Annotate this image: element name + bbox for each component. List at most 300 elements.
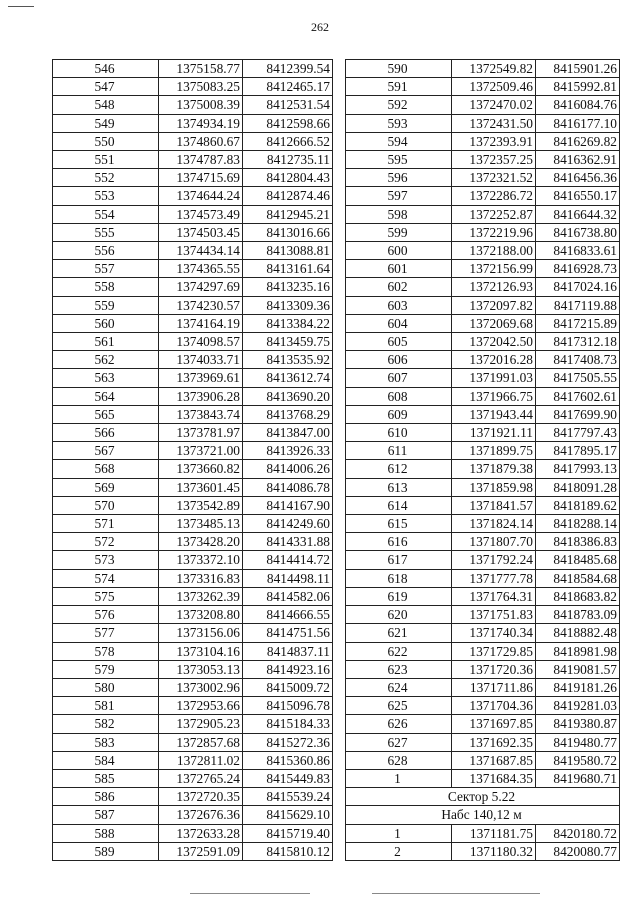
- x-coordinate: 1374365.55: [159, 260, 243, 278]
- table-row: [53, 788, 333, 806]
- table-row: [346, 424, 620, 442]
- x-coordinate: 1371692.35: [452, 733, 536, 751]
- y-coordinate: 8412531.54: [243, 96, 333, 114]
- x-coordinate: 1371899.75: [452, 442, 536, 460]
- point-number: 548: [53, 96, 159, 114]
- point-number: 549: [53, 114, 159, 132]
- table-row: [53, 678, 333, 696]
- y-coordinate: 8418091.28: [536, 478, 620, 496]
- y-coordinate: 8419181.26: [536, 678, 620, 696]
- y-coordinate: 8412598.66: [243, 114, 333, 132]
- x-coordinate: 1372357.25: [452, 151, 536, 169]
- table-row: [346, 205, 620, 223]
- table-row: [53, 606, 333, 624]
- point-number: 592: [346, 96, 452, 114]
- point-number: 578: [53, 642, 159, 660]
- point-number: 619: [346, 587, 452, 605]
- point-number: 556: [53, 242, 159, 260]
- table-row: [53, 351, 333, 369]
- y-coordinate: 8416928.73: [536, 260, 620, 278]
- x-coordinate: 1372393.91: [452, 132, 536, 150]
- table-row: [346, 587, 620, 605]
- point-number: 581: [53, 697, 159, 715]
- point-number: 620: [346, 606, 452, 624]
- x-coordinate: 1373002.96: [159, 678, 243, 696]
- x-coordinate: 1373843.74: [159, 405, 243, 423]
- y-coordinate: 8413235.16: [243, 278, 333, 296]
- table-row: [346, 751, 620, 769]
- y-coordinate: 8412399.54: [243, 60, 333, 78]
- y-coordinate: 8413926.33: [243, 442, 333, 460]
- y-coordinate: 8420180.72: [536, 824, 620, 842]
- y-coordinate: 8415901.26: [536, 60, 620, 78]
- x-coordinate: 1371943.44: [452, 405, 536, 423]
- table-row: [346, 405, 620, 423]
- point-number: 586: [53, 788, 159, 806]
- point-number: 574: [53, 569, 159, 587]
- sector-title: Сектор 5.22: [346, 788, 620, 806]
- table-row: [346, 606, 620, 624]
- y-coordinate: 8419480.77: [536, 733, 620, 751]
- table-row: [53, 533, 333, 551]
- y-coordinate: 8418783.09: [536, 606, 620, 624]
- x-coordinate: 1373428.20: [159, 533, 243, 551]
- table-row: [346, 460, 620, 478]
- point-number: 622: [346, 642, 452, 660]
- y-coordinate: 8416738.80: [536, 223, 620, 241]
- point-number: 565: [53, 405, 159, 423]
- table-row: [53, 515, 333, 533]
- point-number: 617: [346, 551, 452, 569]
- point-number: 583: [53, 733, 159, 751]
- point-number: 572: [53, 533, 159, 551]
- point-number: 607: [346, 369, 452, 387]
- point-number: 613: [346, 478, 452, 496]
- y-coordinate: 8413384.22: [243, 314, 333, 332]
- x-coordinate: 1374230.57: [159, 296, 243, 314]
- x-coordinate: 1373372.10: [159, 551, 243, 569]
- point-number: 609: [346, 405, 452, 423]
- y-coordinate: 8414751.56: [243, 624, 333, 642]
- y-coordinate: 8416269.82: [536, 132, 620, 150]
- x-coordinate: 1371841.57: [452, 496, 536, 514]
- x-coordinate: 1371751.83: [452, 606, 536, 624]
- table-row: [53, 442, 333, 460]
- point-number: 550: [53, 132, 159, 150]
- point-number: 579: [53, 660, 159, 678]
- table-row: [53, 751, 333, 769]
- table-row: [346, 697, 620, 715]
- x-coordinate: 1373262.39: [159, 587, 243, 605]
- y-coordinate: 8416084.76: [536, 96, 620, 114]
- x-coordinate: 1371704.36: [452, 697, 536, 715]
- x-coordinate: 1373316.83: [159, 569, 243, 587]
- y-coordinate: 8414582.06: [243, 587, 333, 605]
- table-row: [346, 296, 620, 314]
- y-coordinate: 8413847.00: [243, 424, 333, 442]
- point-number: 547: [53, 78, 159, 96]
- table-row: [53, 78, 333, 96]
- table-row: [346, 78, 620, 96]
- point-number: 584: [53, 751, 159, 769]
- y-coordinate: 8416456.36: [536, 169, 620, 187]
- y-coordinate: 8417993.13: [536, 460, 620, 478]
- x-coordinate: 1374297.69: [159, 278, 243, 296]
- table-row: [53, 460, 333, 478]
- y-coordinate: 8417797.43: [536, 424, 620, 442]
- table-row: [53, 242, 333, 260]
- x-coordinate: 1371684.35: [452, 769, 536, 787]
- table-row: [53, 551, 333, 569]
- point-number: 590: [346, 60, 452, 78]
- point-number: 2: [346, 842, 452, 860]
- table-row: [346, 515, 620, 533]
- point-number: 595: [346, 151, 452, 169]
- y-coordinate: 8419380.87: [536, 715, 620, 733]
- point-number: 589: [53, 842, 159, 860]
- x-coordinate: 1371792.24: [452, 551, 536, 569]
- table-row: [346, 533, 620, 551]
- x-coordinate: 1373721.00: [159, 442, 243, 460]
- table-row: [53, 187, 333, 205]
- y-coordinate: 8416833.61: [536, 242, 620, 260]
- y-coordinate: 8415539.24: [243, 788, 333, 806]
- x-coordinate: 1371807.70: [452, 533, 536, 551]
- table-row: [346, 114, 620, 132]
- y-coordinate: 8414837.11: [243, 642, 333, 660]
- y-coordinate: 8418288.14: [536, 515, 620, 533]
- x-coordinate: 1372470.02: [452, 96, 536, 114]
- table-row: [346, 624, 620, 642]
- table-row: [346, 642, 620, 660]
- table-row: [53, 496, 333, 514]
- table-row: [346, 333, 620, 351]
- point-number: 1: [346, 769, 452, 787]
- table-row: [53, 387, 333, 405]
- table-row: [346, 478, 620, 496]
- point-number: 555: [53, 223, 159, 241]
- x-coordinate: 1374787.83: [159, 151, 243, 169]
- y-coordinate: 8415009.72: [243, 678, 333, 696]
- point-number: 576: [53, 606, 159, 624]
- table-row: [53, 296, 333, 314]
- point-number: 566: [53, 424, 159, 442]
- x-coordinate: 1372591.09: [159, 842, 243, 860]
- x-coordinate: 1371687.85: [452, 751, 536, 769]
- y-coordinate: 8417215.89: [536, 314, 620, 332]
- table-row: [53, 333, 333, 351]
- x-coordinate: 1372069.68: [452, 314, 536, 332]
- table-row: [53, 223, 333, 241]
- point-number: 612: [346, 460, 452, 478]
- coordinates-table-left: [52, 59, 333, 861]
- table-row: [346, 96, 620, 114]
- x-coordinate: 1371181.75: [452, 824, 536, 842]
- y-coordinate: 8414923.16: [243, 660, 333, 678]
- point-number: 594: [346, 132, 452, 150]
- y-coordinate: 8414666.55: [243, 606, 333, 624]
- coordinates-table-right: [345, 59, 620, 861]
- y-coordinate: 8418882.48: [536, 624, 620, 642]
- x-coordinate: 1371879.38: [452, 460, 536, 478]
- y-coordinate: 8418683.82: [536, 587, 620, 605]
- point-number: 558: [53, 278, 159, 296]
- point-number: 587: [53, 806, 159, 824]
- x-coordinate: 1371711.86: [452, 678, 536, 696]
- page-number: 262: [311, 20, 329, 34]
- table-row: [53, 624, 333, 642]
- table-row: [53, 569, 333, 587]
- x-coordinate: 1372633.28: [159, 824, 243, 842]
- table-row: [346, 842, 620, 860]
- x-coordinate: 1371921.11: [452, 424, 536, 442]
- table-row: [53, 132, 333, 150]
- x-coordinate: 1372156.99: [452, 260, 536, 278]
- point-number: 570: [53, 496, 159, 514]
- x-coordinate: 1373781.97: [159, 424, 243, 442]
- y-coordinate: 8416362.91: [536, 151, 620, 169]
- y-coordinate: 8414249.60: [243, 515, 333, 533]
- x-coordinate: 1373660.82: [159, 460, 243, 478]
- x-coordinate: 1374434.14: [159, 242, 243, 260]
- y-coordinate: 8416550.17: [536, 187, 620, 205]
- x-coordinate: 1372857.68: [159, 733, 243, 751]
- point-number: 601: [346, 260, 452, 278]
- y-coordinate: 8413768.29: [243, 405, 333, 423]
- table-row: [53, 733, 333, 751]
- x-coordinate: 1374503.45: [159, 223, 243, 241]
- point-number: 628: [346, 751, 452, 769]
- x-coordinate: 1374934.19: [159, 114, 243, 132]
- table-row: [346, 824, 620, 842]
- table-row: [346, 260, 620, 278]
- x-coordinate: 1371697.85: [452, 715, 536, 733]
- table-row: [53, 169, 333, 187]
- point-number: 553: [53, 187, 159, 205]
- x-coordinate: 1371180.32: [452, 842, 536, 860]
- y-coordinate: 8413690.20: [243, 387, 333, 405]
- x-coordinate: 1374644.24: [159, 187, 243, 205]
- x-coordinate: 1372765.24: [159, 769, 243, 787]
- x-coordinate: 1372431.50: [452, 114, 536, 132]
- table-row: [346, 278, 620, 296]
- point-number: 546: [53, 60, 159, 78]
- table-row: [346, 169, 620, 187]
- table-row: [346, 733, 620, 751]
- y-coordinate: 8417602.61: [536, 387, 620, 405]
- point-number: 603: [346, 296, 452, 314]
- y-coordinate: 8415360.86: [243, 751, 333, 769]
- x-coordinate: 1375083.25: [159, 78, 243, 96]
- point-number: 560: [53, 314, 159, 332]
- point-number: 563: [53, 369, 159, 387]
- y-coordinate: 8413016.66: [243, 223, 333, 241]
- x-coordinate: 1372286.72: [452, 187, 536, 205]
- y-coordinate: 8415810.12: [243, 842, 333, 860]
- y-coordinate: 8413459.75: [243, 333, 333, 351]
- y-coordinate: 8415272.36: [243, 733, 333, 751]
- x-coordinate: 1372252.87: [452, 205, 536, 223]
- table-row: [346, 715, 620, 733]
- point-number: 561: [53, 333, 159, 351]
- point-number: 610: [346, 424, 452, 442]
- y-coordinate: 8413088.81: [243, 242, 333, 260]
- table-row: [346, 351, 620, 369]
- point-number: 591: [346, 78, 452, 96]
- table-row: [346, 569, 620, 587]
- x-coordinate: 1371720.36: [452, 660, 536, 678]
- x-coordinate: 1372219.96: [452, 223, 536, 241]
- table-row: [53, 405, 333, 423]
- point-number: 557: [53, 260, 159, 278]
- x-coordinate: 1372905.23: [159, 715, 243, 733]
- y-coordinate: 8418485.68: [536, 551, 620, 569]
- point-number: 569: [53, 478, 159, 496]
- table-row: [53, 151, 333, 169]
- table-row: [53, 642, 333, 660]
- y-coordinate: 8414331.88: [243, 533, 333, 551]
- point-number: 627: [346, 733, 452, 751]
- table-row: [346, 496, 620, 514]
- y-coordinate: 8417024.16: [536, 278, 620, 296]
- point-number: 608: [346, 387, 452, 405]
- y-coordinate: 8415992.81: [536, 78, 620, 96]
- y-coordinate: 8418584.68: [536, 569, 620, 587]
- table-row: [53, 314, 333, 332]
- point-number: 615: [346, 515, 452, 533]
- x-coordinate: 1374573.49: [159, 205, 243, 223]
- table-row: [53, 769, 333, 787]
- table-row: [346, 151, 620, 169]
- point-number: 564: [53, 387, 159, 405]
- x-coordinate: 1375158.77: [159, 60, 243, 78]
- y-coordinate: 8418386.83: [536, 533, 620, 551]
- y-coordinate: 8412804.43: [243, 169, 333, 187]
- y-coordinate: 8416644.32: [536, 205, 620, 223]
- point-number: 588: [53, 824, 159, 842]
- x-coordinate: 1373601.45: [159, 478, 243, 496]
- sector-header-row: [346, 788, 620, 806]
- point-number: 582: [53, 715, 159, 733]
- point-number: 554: [53, 205, 159, 223]
- point-number: 571: [53, 515, 159, 533]
- table-row: [53, 478, 333, 496]
- y-coordinate: 8417408.73: [536, 351, 620, 369]
- point-number: 597: [346, 187, 452, 205]
- point-number: 600: [346, 242, 452, 260]
- point-number: 585: [53, 769, 159, 787]
- point-number: 602: [346, 278, 452, 296]
- point-number: 626: [346, 715, 452, 733]
- table-row: [346, 551, 620, 569]
- point-number: 625: [346, 697, 452, 715]
- x-coordinate: 1371764.31: [452, 587, 536, 605]
- x-coordinate: 1372720.35: [159, 788, 243, 806]
- x-coordinate: 1372676.36: [159, 806, 243, 824]
- y-coordinate: 8417312.18: [536, 333, 620, 351]
- table-row: [53, 715, 333, 733]
- y-coordinate: 8417895.17: [536, 442, 620, 460]
- x-coordinate: 1373485.13: [159, 515, 243, 533]
- point-number: 598: [346, 205, 452, 223]
- table-row: [346, 660, 620, 678]
- table-row: [53, 806, 333, 824]
- x-coordinate: 1373542.89: [159, 496, 243, 514]
- y-coordinate: 8415184.33: [243, 715, 333, 733]
- x-coordinate: 1373156.06: [159, 624, 243, 642]
- point-number: 618: [346, 569, 452, 587]
- y-coordinate: 8419081.57: [536, 660, 620, 678]
- point-number: 605: [346, 333, 452, 351]
- table-row: [53, 278, 333, 296]
- point-number: 611: [346, 442, 452, 460]
- x-coordinate: 1371740.34: [452, 624, 536, 642]
- table-row: [346, 314, 620, 332]
- x-coordinate: 1372126.93: [452, 278, 536, 296]
- x-coordinate: 1372321.52: [452, 169, 536, 187]
- x-coordinate: 1374033.71: [159, 351, 243, 369]
- footer-rule-left: [190, 893, 310, 894]
- y-coordinate: 8418981.98: [536, 642, 620, 660]
- point-number: 593: [346, 114, 452, 132]
- point-number: 577: [53, 624, 159, 642]
- footer-rule-right: [372, 893, 540, 894]
- y-coordinate: 8412465.17: [243, 78, 333, 96]
- table-row: [53, 369, 333, 387]
- x-coordinate: 1373208.80: [159, 606, 243, 624]
- y-coordinate: 8412666.52: [243, 132, 333, 150]
- point-number: 567: [53, 442, 159, 460]
- y-coordinate: 8419580.72: [536, 751, 620, 769]
- x-coordinate: 1374098.57: [159, 333, 243, 351]
- x-coordinate: 1372549.82: [452, 60, 536, 78]
- y-coordinate: 8413535.92: [243, 351, 333, 369]
- table-row: [53, 205, 333, 223]
- table-row: [53, 114, 333, 132]
- point-number: 604: [346, 314, 452, 332]
- x-coordinate: 1373104.16: [159, 642, 243, 660]
- x-coordinate: 1372188.00: [452, 242, 536, 260]
- table-row: [346, 187, 620, 205]
- x-coordinate: 1373969.61: [159, 369, 243, 387]
- x-coordinate: 1371777.78: [452, 569, 536, 587]
- x-coordinate: 1372016.28: [452, 351, 536, 369]
- x-coordinate: 1371824.14: [452, 515, 536, 533]
- y-coordinate: 8417699.90: [536, 405, 620, 423]
- point-number: 624: [346, 678, 452, 696]
- point-number: 606: [346, 351, 452, 369]
- table-row: [346, 442, 620, 460]
- table-row: [346, 769, 620, 787]
- y-coordinate: 8415449.83: [243, 769, 333, 787]
- y-coordinate: 8420080.77: [536, 842, 620, 860]
- x-coordinate: 1372953.66: [159, 697, 243, 715]
- x-coordinate: 1375008.39: [159, 96, 243, 114]
- table-row: [346, 223, 620, 241]
- y-coordinate: 8413161.64: [243, 260, 333, 278]
- point-number: 568: [53, 460, 159, 478]
- point-number: 580: [53, 678, 159, 696]
- y-coordinate: 8415719.40: [243, 824, 333, 842]
- point-number: 1: [346, 824, 452, 842]
- y-coordinate: 8416177.10: [536, 114, 620, 132]
- point-number: 616: [346, 533, 452, 551]
- y-coordinate: 8415096.78: [243, 697, 333, 715]
- point-number: 551: [53, 151, 159, 169]
- y-coordinate: 8413309.36: [243, 296, 333, 314]
- table-row: [53, 824, 333, 842]
- point-number: 552: [53, 169, 159, 187]
